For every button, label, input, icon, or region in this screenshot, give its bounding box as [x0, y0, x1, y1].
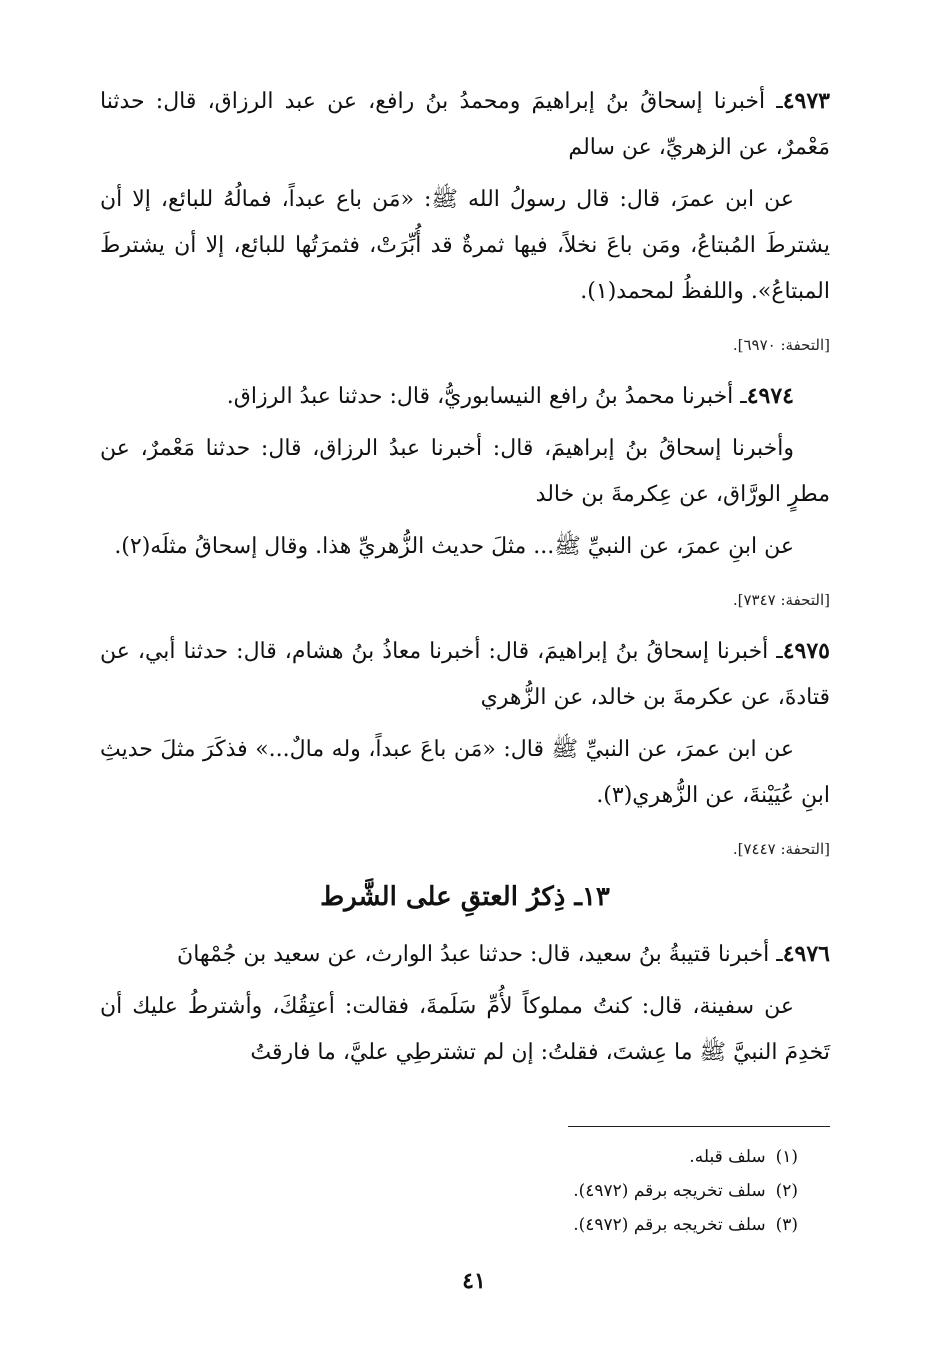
hadith-4975-matn: عن ابن عمرَ، عن النبيِّ ﷺ قال: «مَن باعَ عبداً، وله مالٌ...» فذكَرَ مثلَ حديثِ ابنِ عُيَيْنةَ، عن الزُّهري(٣).	[100, 737, 830, 808]
page-number: ٤١	[462, 1268, 486, 1294]
hadith-4976-matn: عن سفينة، قال: كنتُ مملوكاً لأُمِّ سَلَمةَ، فقالت: أعتِقُكَ، وأشترطُ عليك أن تَخدِمَ النبيَّ ﷺ ما عِشتَ، فقلتُ: إن لم تشترطِي عليَّ، ما فارقتُ	[100, 994, 830, 1065]
isnad-text: ـ أخبرنا إسحاقُ بنُ إبراهيمَ، قال: أخبرنا معاذُ بنُ هشام، قال: حدثنا أبي، عن قتادةَ، عن عكرمةَ بن خالد، عن الزُّهري	[100, 639, 830, 710]
footnote-number: (٢)	[775, 1181, 798, 1201]
hadith-4973-isnad	[100, 78, 830, 171]
hadith-4974-isnad-2: وأخبرنا إسحاقُ بنُ إبراهيمَ، قال: أخبرنا عبدُ الرزاق، قال: حدثنا مَعْمرٌ، عن مطرٍ الورَّاق، عن عِكرمةَ بن خالد	[100, 436, 830, 507]
footnote-text: سلف قبله.	[689, 1147, 766, 1167]
footnote-number: (١)	[775, 1147, 798, 1167]
hadith-4976-isnad	[100, 931, 830, 978]
hadith-4974-isnad	[100, 373, 830, 420]
footnote-number: (٣)	[775, 1215, 798, 1235]
footnote-item	[198, 1174, 798, 1208]
tuhfa-reference: [التحفة: ٧٤٤٧].	[732, 840, 830, 858]
hadith-number: ٤٩٧٤	[746, 383, 794, 409]
isnad-text: ـ أخبرنا إسحاقُ بنُ إبراهيمَ ومحمدُ بنُ رافع، عن عبد الرزاق، قال: حدثنا مَعْمرٌ، عن الزهريِّ، عن سالم	[100, 89, 830, 160]
hadith-number: ٤٩٧٣	[782, 88, 830, 114]
footnote-item	[198, 1208, 798, 1242]
footnote-text: سلف تخريجه برقم (٤٩٧٢).	[573, 1215, 766, 1235]
hadith-4974-matn: عن ابنِ عمرَ، عن النبيِّ ﷺ... مثلَ حديث الزُّهريِّ هذا. وقال إسحاقُ مثلَه(٢).	[114, 534, 794, 559]
footnote-divider	[568, 1126, 830, 1127]
hadith-number: ٤٩٧٦	[782, 941, 830, 967]
footnote-item	[198, 1140, 798, 1174]
hadith-number: ٤٩٧٥	[782, 638, 830, 664]
page-body	[100, 78, 830, 1082]
hadith-4973-matn: عن ابن عمرَ، قال: قال رسولُ الله ﷺ: «مَن باع عبداً، فمالُهُ للبائع، إلا أن يشترطَ المُبتاعُ، ومَن باعَ نخلاً، فيها ثمرةٌ قد أُبِّرَتْ، فثمرَتُها للبائع، إلا أن يشترطَ المبتاعُ». واللفظُ لمحمد(١).	[100, 187, 830, 304]
tuhfa-reference: [التحفة: ٦٩٧٠].	[732, 336, 830, 354]
section-title: ١٣ـ ذِكرُ العتقِ على الشَّرط	[320, 882, 610, 912]
footnote-text: سلف تخريجه برقم (٤٩٧٢).	[573, 1181, 766, 1201]
hadith-4975-isnad	[100, 628, 830, 721]
isnad-text: ـ أخبرنا محمدُ بنُ رافع النيسابوريُّ، قال: حدثنا عبدُ الرزاق.	[226, 384, 747, 409]
isnad-text: ـ أخبرنا قتيبةُ بنُ سعيد، قال: حدثنا عبدُ الوارث، عن سعيد بن جُمْهانَ	[177, 942, 783, 967]
footnotes	[198, 1140, 798, 1242]
tuhfa-reference: [التحفة: ٧٣٤٧].	[732, 591, 830, 609]
